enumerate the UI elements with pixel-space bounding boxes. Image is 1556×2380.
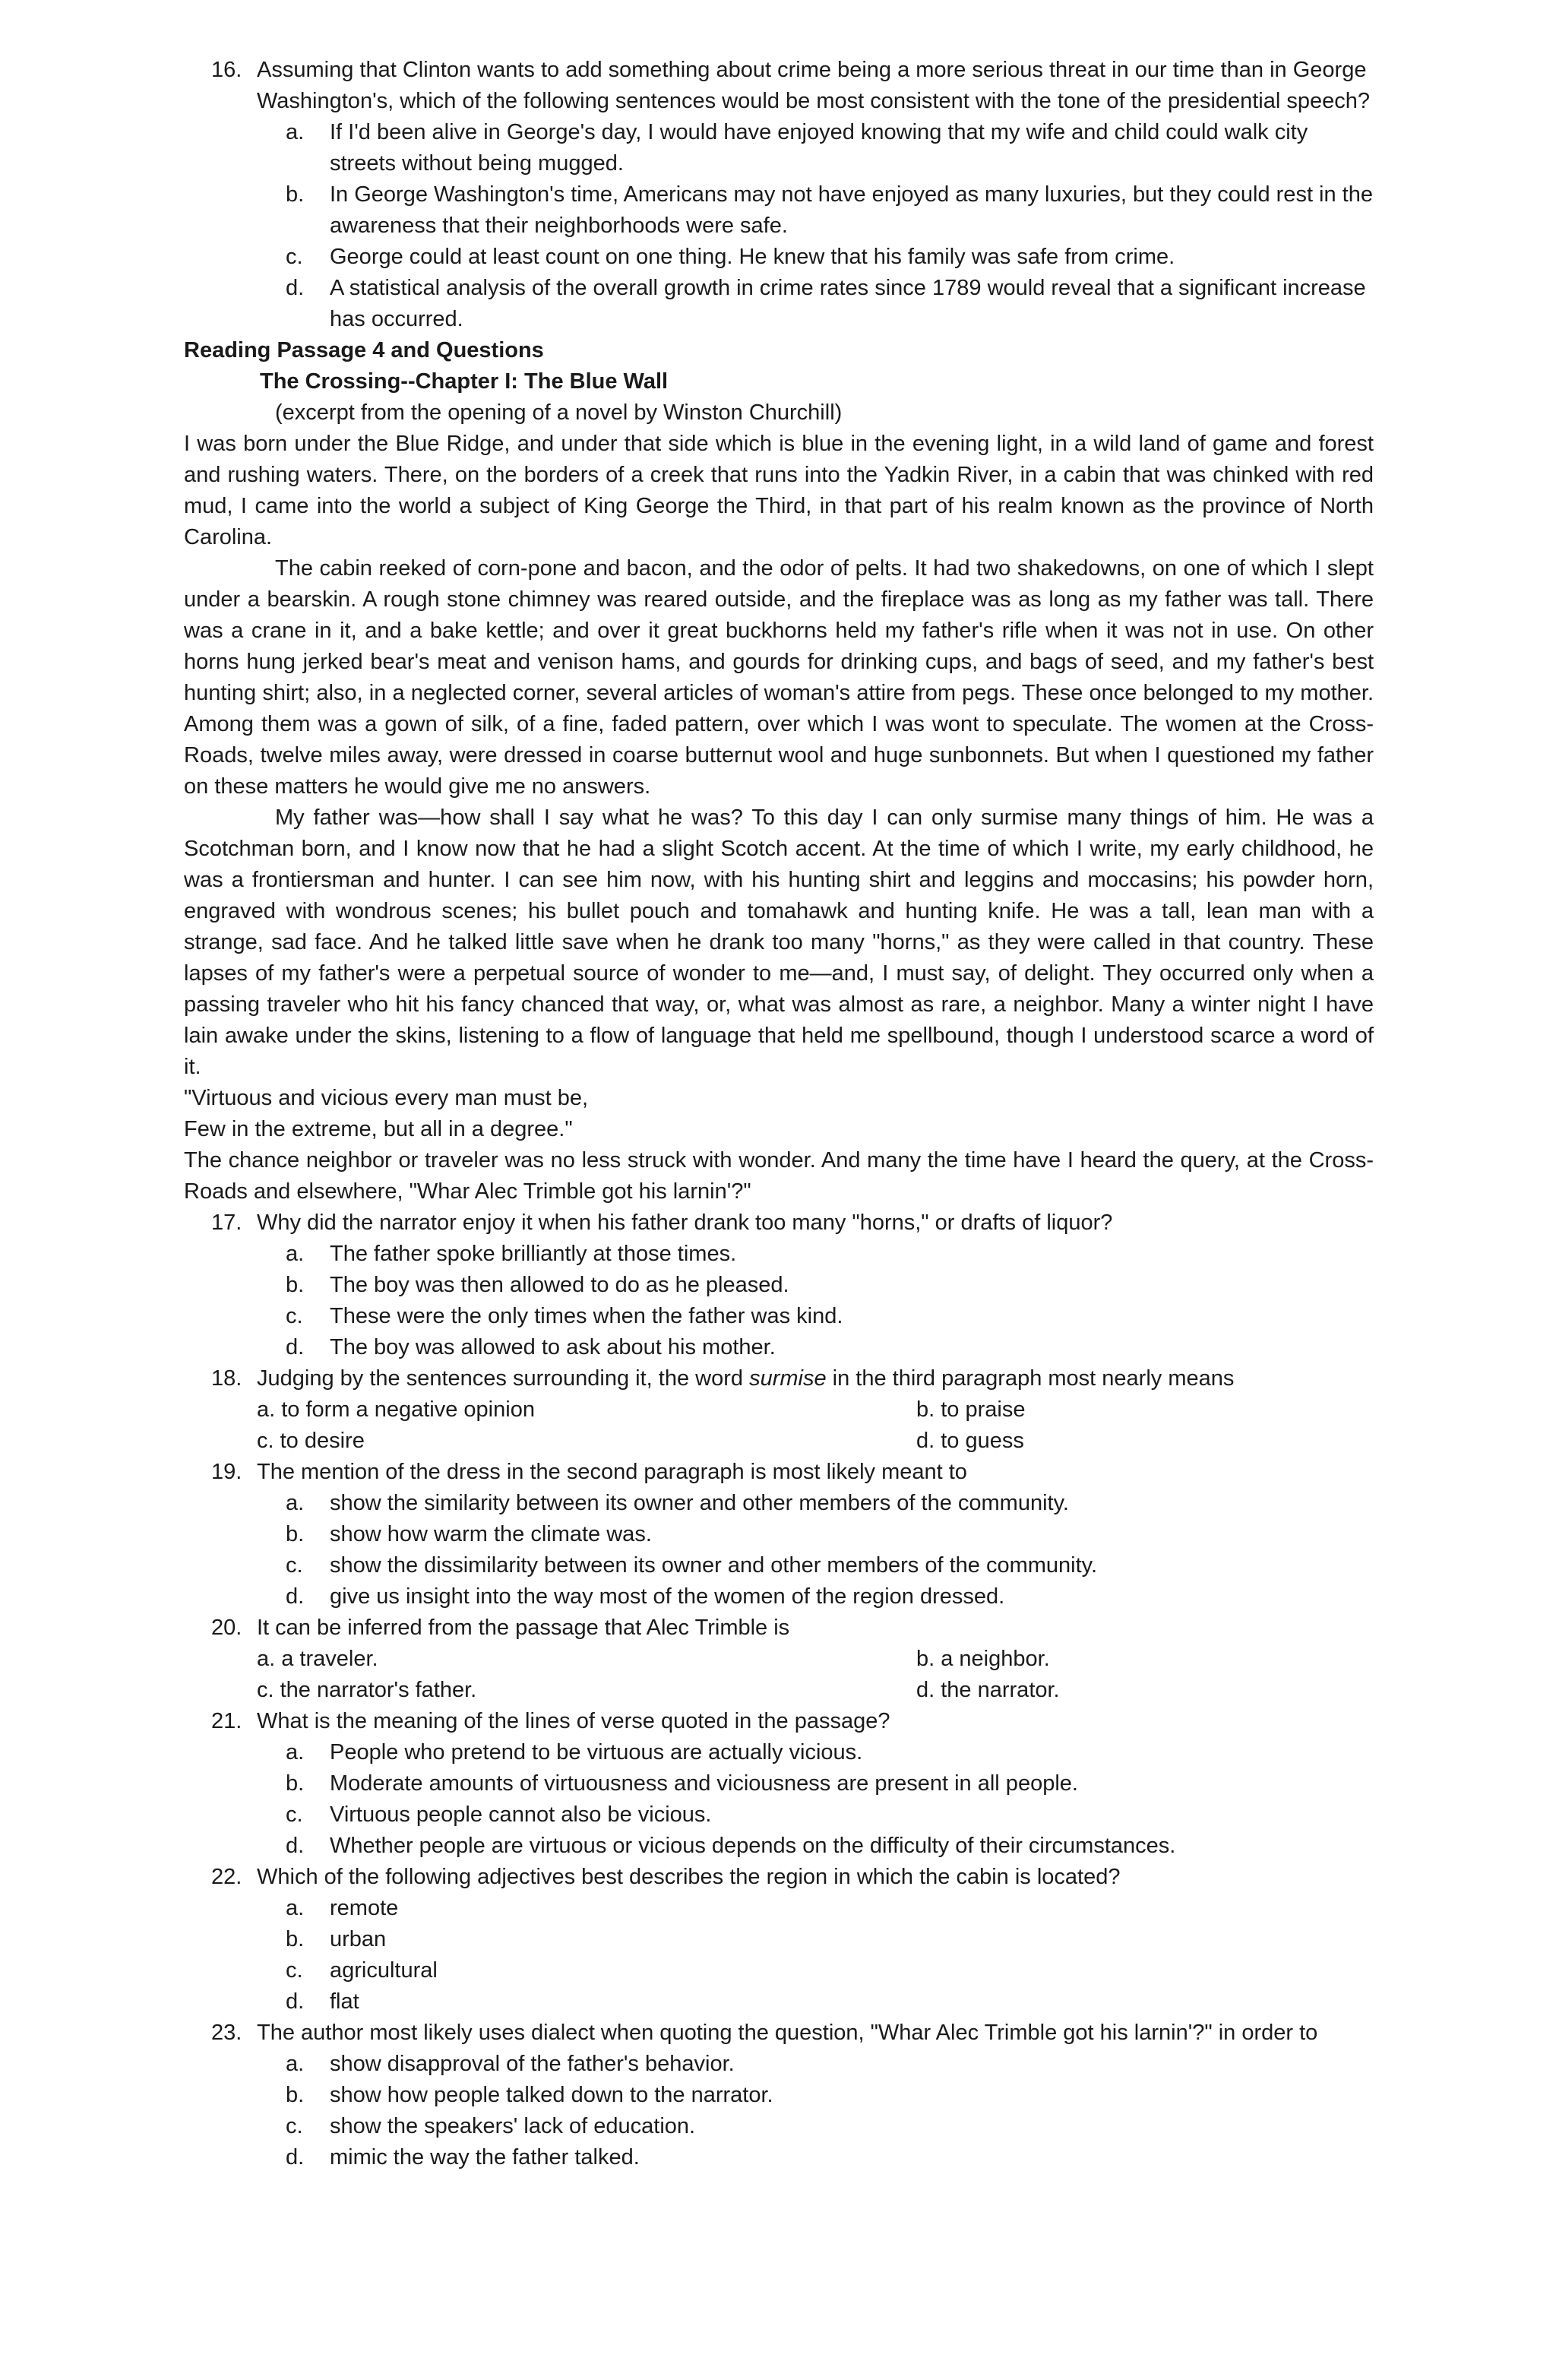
option-text: remote	[330, 1896, 399, 1920]
option-21b	[184, 1768, 1374, 1799]
option-21a	[184, 1737, 1374, 1768]
option-text: The boy was then allowed to do as he pleased.	[330, 1273, 789, 1297]
question-number: 18.	[211, 1366, 242, 1391]
option-letter: c.	[286, 1958, 303, 1983]
option-23a	[184, 2049, 1374, 2080]
option-letter: a.	[286, 1740, 305, 1764]
option-letter: b.	[286, 1522, 305, 1546]
question-23	[184, 2018, 1374, 2049]
option-text: show the similarity between its owner and other members of the community.	[330, 1491, 1069, 1515]
question-text: What is the meaning of the lines of verse quoted in the passage?	[257, 1709, 890, 1733]
option-text: In George Washington's time, Americans may not have enjoyed as many luxuries, but they could rest in the awareness that their neighborhoods were safe.	[330, 182, 1373, 238]
vocab-word: surmise	[749, 1366, 827, 1391]
option-20b: b. a neighbor.	[916, 1647, 1050, 1671]
option-text: These were the only times when the father was kind.	[330, 1304, 843, 1328]
passage-paragraph-4: The chance neighbor or traveler was no less struck with wonder. And many the time have I heard the query, at the Cross-Roads and elsewhere, "Whar Alec Trimble got his larnin'?"	[184, 1148, 1374, 1204]
option-text: show the speakers' lack of education.	[330, 2114, 696, 2138]
option-text: Whether people are virtuous or vicious depends on the difficulty of their circumstances.	[330, 1834, 1176, 1858]
question-number: 19.	[211, 1460, 242, 1484]
option-letter: a.	[286, 1242, 305, 1266]
option-letter: c.	[286, 2114, 303, 2138]
option-17c	[184, 1301, 1374, 1332]
question-22	[184, 1862, 1374, 1893]
question-text: Which of the following adjectives best describes the region in which the cabin is located?	[257, 1865, 1121, 1889]
option-letter: b.	[286, 1273, 305, 1297]
section-heading: Reading Passage 4 and Questions	[184, 338, 544, 362]
question-text: Assuming that Clinton wants to add something about crime being a more serious threat in our time than in George Washington's, which of the following sentences would be most consistent with the tone of the presidential speech?	[257, 58, 1370, 113]
question-number: 22.	[211, 1865, 242, 1889]
option-letter: a.	[286, 2052, 305, 2076]
question-16	[184, 55, 1374, 117]
option-text: show the dissimilarity between its owner and other members of the community.	[330, 1553, 1098, 1578]
option-21c	[184, 1799, 1374, 1831]
option-21d	[184, 1831, 1374, 1862]
question-text: Why did the narrator enjoy it when his father drank too many "horns," or drafts of liquor?	[257, 1211, 1113, 1235]
option-text: mimic the way the father talked.	[330, 2145, 640, 2170]
option-18b: b. to praise	[916, 1397, 1026, 1422]
option-letter: c.	[286, 245, 303, 269]
options-row-18-1	[184, 1394, 1374, 1426]
option-23d	[184, 2142, 1374, 2173]
option-17b	[184, 1270, 1374, 1301]
options-row-20-1	[184, 1644, 1374, 1675]
option-text: A statistical analysis of the overall growth in crime rates since 1789 would reveal that a significant increase has occurred.	[330, 276, 1366, 331]
question-20	[184, 1613, 1374, 1644]
question-text-before: Judging by the sentences surrounding it, the word	[257, 1366, 750, 1391]
question-number: 17.	[211, 1211, 242, 1235]
option-20d: d. the narrator.	[916, 1678, 1060, 1702]
option-text: The boy was allowed to ask about his mother.	[330, 1335, 776, 1359]
option-22d	[184, 1986, 1374, 2018]
question-number: 16.	[211, 58, 242, 82]
question-text: The author most likely uses dialect when quoting the question, "Whar Alec Trimble got his larnin'?" in order to	[257, 2021, 1318, 2045]
option-text: Virtuous people cannot also be vicious.	[330, 1802, 712, 1827]
question-text: It can be inferred from the passage that Alec Trimble is	[257, 1616, 790, 1640]
verse-line-1: "Virtuous and vicious every man must be,	[184, 1086, 589, 1110]
option-text: If I'd been alive in George's day, I would have enjoyed knowing that my wife and child could walk city streets without being mugged.	[330, 120, 1308, 176]
option-23c	[184, 2111, 1374, 2142]
option-letter: a.	[286, 1896, 305, 1920]
passage-paragraph-1: I was born under the Blue Ridge, and under that side which is blue in the evening light, in a wild land of game and forest and rushing waters. There, on the borders of a creek that runs into the Yadkin River, in a cabin that was chinked with red mud, I came into the world a subject of King George the Third, in that part of his realm known as the province of North Carolina.	[184, 432, 1374, 549]
option-18a: a. to form a negative opinion	[257, 1397, 535, 1422]
question-number: 23.	[211, 2021, 242, 2045]
option-16d	[184, 273, 1374, 335]
passage-paragraph-2: The cabin reeked of corn-pone and bacon, and the odor of pelts. It had two shakedowns, on one of which I slept under a bearskin. A rough stone chimney was reared outside, and the fireplace was as long as my father was tall. There was a crane in it, and a bake kettle; and over it great buckhorns held my father's rifle when it was not in use. On other horns hung jerked bear's meat and venison hams, and gourds for drinking cups, and bags of seed, and my father's best hunting shirt; also, in a neglected corner, several articles of woman's attire from pegs. These once belonged to my mother. Among them was a gown of silk, of a fine, faded pattern, over which I was wont to speculate. The women at the Cross-Roads, twelve miles away, were dressed in coarse butternut wool and huge sunbonnets. But when I questioned my father on these matters he would give me no answers.	[184, 556, 1374, 799]
option-23b	[184, 2080, 1374, 2111]
question-17	[184, 1207, 1374, 1239]
option-19c	[184, 1550, 1374, 1581]
option-19b	[184, 1519, 1374, 1550]
option-letter: c.	[286, 1802, 303, 1827]
option-text: show how people talked down to the narrator.	[330, 2083, 773, 2107]
option-letter: a.	[286, 120, 305, 144]
option-text: show disapproval of the father's behavior.	[330, 2052, 735, 2076]
option-16b	[184, 179, 1374, 242]
option-text: Moderate amounts of virtuousness and viciousness are present in all people.	[330, 1771, 1078, 1796]
question-18	[184, 1363, 1374, 1394]
option-letter: c.	[286, 1553, 303, 1578]
question-21	[184, 1706, 1374, 1737]
option-text: give us insight into the way most of the women of the region dressed.	[330, 1584, 1005, 1609]
option-text: urban	[330, 1927, 387, 1951]
question-text: The mention of the dress in the second paragraph is most likely meant to	[257, 1460, 967, 1484]
option-18d: d. to guess	[916, 1429, 1024, 1453]
option-letter: d.	[286, 1584, 305, 1609]
option-text: agricultural	[330, 1958, 438, 1983]
option-22b	[184, 1924, 1374, 1955]
option-letter: d.	[286, 2145, 305, 2170]
option-16c	[184, 242, 1374, 273]
passage-paragraph-3: My father was—how shall I say what he was? To this day I can only surmise many things of him. He was a Scotchman born, and I know now that he had a slight Scotch accent. At the time of which I write, my early childhood, he was a frontiersman and hunter. I can see him now, with his hunting shirt and leggins and moccasins; his powder horn, engraved with wondrous scenes; his bullet pouch and tomahawk and hunting knife. He was a tall, lean man with a strange, sad face. And he talked little save when he drank too many "horns," as they were called in that country. These lapses of my father's were a perpetual source of wonder to me—and, I must say, of delight. They occurred only when a passing traveler who hit his fancy chanced that way, or, what was almost as rare, a neighbor. Many a winter night I have lain awake under the skins, listening to a flow of language that held me spellbound, though I understood scarce a word of it.	[184, 805, 1374, 1079]
option-19d	[184, 1581, 1374, 1613]
option-letter: b.	[286, 1771, 305, 1796]
passage-title: The Crossing--Chapter I: The Blue Wall	[260, 369, 669, 394]
option-letter: a.	[286, 1491, 305, 1515]
document-page	[184, 55, 1374, 2173]
option-22c	[184, 1955, 1374, 1986]
option-letter: b.	[286, 1927, 305, 1951]
question-19	[184, 1457, 1374, 1488]
options-row-20-2	[184, 1675, 1374, 1706]
options-row-18-2	[184, 1426, 1374, 1457]
option-text: The father spoke brilliantly at those times.	[330, 1242, 737, 1266]
option-20c: c. the narrator's father.	[257, 1678, 477, 1702]
option-letter: b.	[286, 2083, 305, 2107]
option-text: People who pretend to be virtuous are actually vicious.	[330, 1740, 863, 1764]
question-text	[257, 1366, 1234, 1391]
option-17a	[184, 1239, 1374, 1270]
option-text: show how warm the climate was.	[330, 1522, 652, 1546]
option-letter: d.	[286, 276, 305, 300]
option-letter: d.	[286, 1834, 305, 1858]
option-letter: c.	[286, 1304, 303, 1328]
passage-source: (excerpt from the opening of a novel by Winston Churchill)	[275, 400, 843, 425]
option-17d	[184, 1332, 1374, 1363]
option-text: George could at least count on one thing. He knew that his family was safe from crime.	[330, 245, 1175, 269]
option-20a: a. a traveler.	[257, 1647, 378, 1671]
option-19a	[184, 1488, 1374, 1519]
option-18c: c. to desire	[257, 1429, 365, 1453]
question-text-after: in the third paragraph most nearly means	[826, 1366, 1235, 1391]
verse-line-2: Few in the extreme, but all in a degree."	[184, 1117, 573, 1141]
option-letter: d.	[286, 1989, 305, 2014]
option-22a	[184, 1893, 1374, 1924]
option-16a	[184, 117, 1374, 179]
question-number: 20.	[211, 1616, 242, 1640]
option-letter: b.	[286, 182, 305, 207]
option-letter: d.	[286, 1335, 305, 1359]
option-text: flat	[330, 1989, 359, 2014]
question-number: 21.	[211, 1709, 242, 1733]
